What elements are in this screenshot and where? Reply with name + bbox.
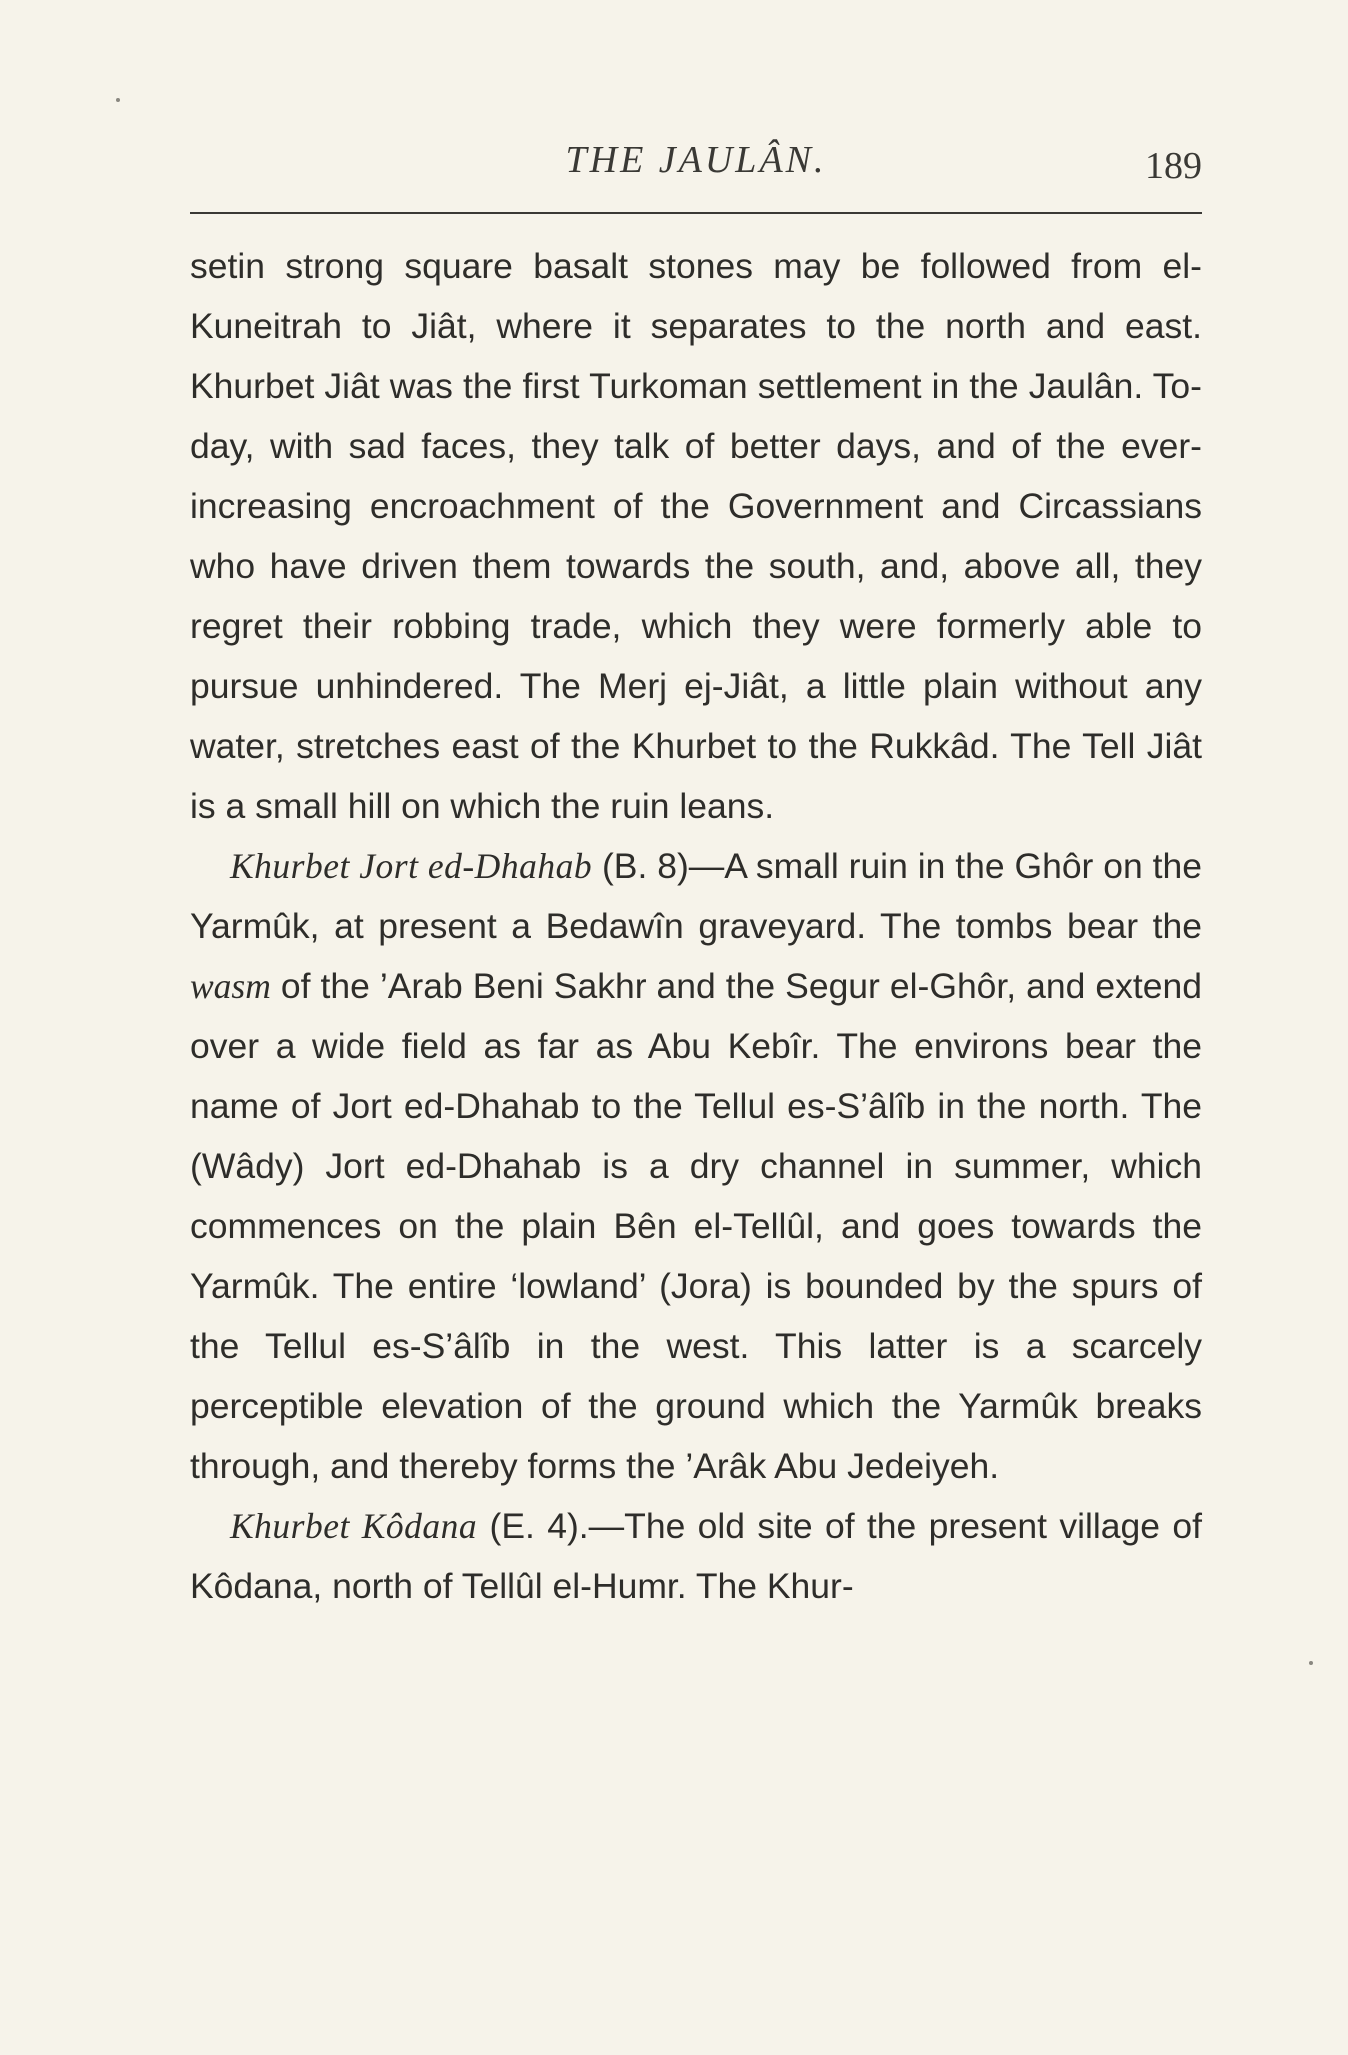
paragraph-3-text: (E. 4).—The old site of the present village of Kôdana, north of Tellûl el-Humr. The Khur- (190, 1506, 1202, 1606)
running-head (190, 138, 1202, 188)
paragraph-2-text-a: (B. 8)—A small ruin in the Ghôr on the Yarmûk, at present a Bedawîn graveyard. The tombs bear the (190, 846, 1202, 946)
paper-speck (116, 98, 120, 102)
entry-heading-jort-ed-dhahab: Khurbet Jort ed-Dhahab (230, 846, 593, 886)
body-text (190, 236, 1202, 1616)
header-rule (190, 212, 1202, 214)
page-number: 189 (1145, 145, 1202, 187)
paragraph-2 (190, 836, 1202, 1496)
entry-heading-kodana: Khurbet Kôdana (230, 1506, 478, 1546)
paragraph-3 (190, 1496, 1202, 1616)
italic-term-wasm: wasm (190, 966, 271, 1006)
paper-speck (1309, 1661, 1313, 1665)
paragraph-1 (190, 236, 1202, 836)
paragraph-1-text: setin strong square basalt stones may be followed from el-Kuneitrah to Jiât, where it separates to the north and east. Khurbet Jiât was the first Turkoman settlement in the Jaulân. To-day, with sad faces, they talk of better days, and of the ever-increasing encroachment of the Government and Circassians who have driven them towards the south, and, above all, they regret their robbing trade, which they were formerly able to pursue unhindered. The Merj ej-Jiât, a little plain without any water, stretches east of the Khurbet to the Rukkâd. The Tell Jiât is a small hill on which the ruin leans. (190, 246, 1202, 826)
running-title: THE JAULÂN. (565, 139, 827, 181)
paragraph-2-text-b: of the ’Arab Beni Sakhr and the Segur el-Ghôr, and extend over a wide field as far as Abu Kebîr. The environs bear the name of Jort ed-Dhahab to the Tellul es-S’âlîb in the north. The (Wâdy) Jort ed-Dhahab is a dry channel in summer, which commences on the plain Bên el-Tellûl, and goes towards the Yarmûk. The entire ‘lowland’ (Jora) is bounded by the spurs of the Tellul es-S’âlîb in the west. This latter is a scarcely perceptible elevation of the ground which the Yarmûk breaks through, and thereby forms the ’Arâk Abu Jedeiyeh. (190, 966, 1202, 1486)
